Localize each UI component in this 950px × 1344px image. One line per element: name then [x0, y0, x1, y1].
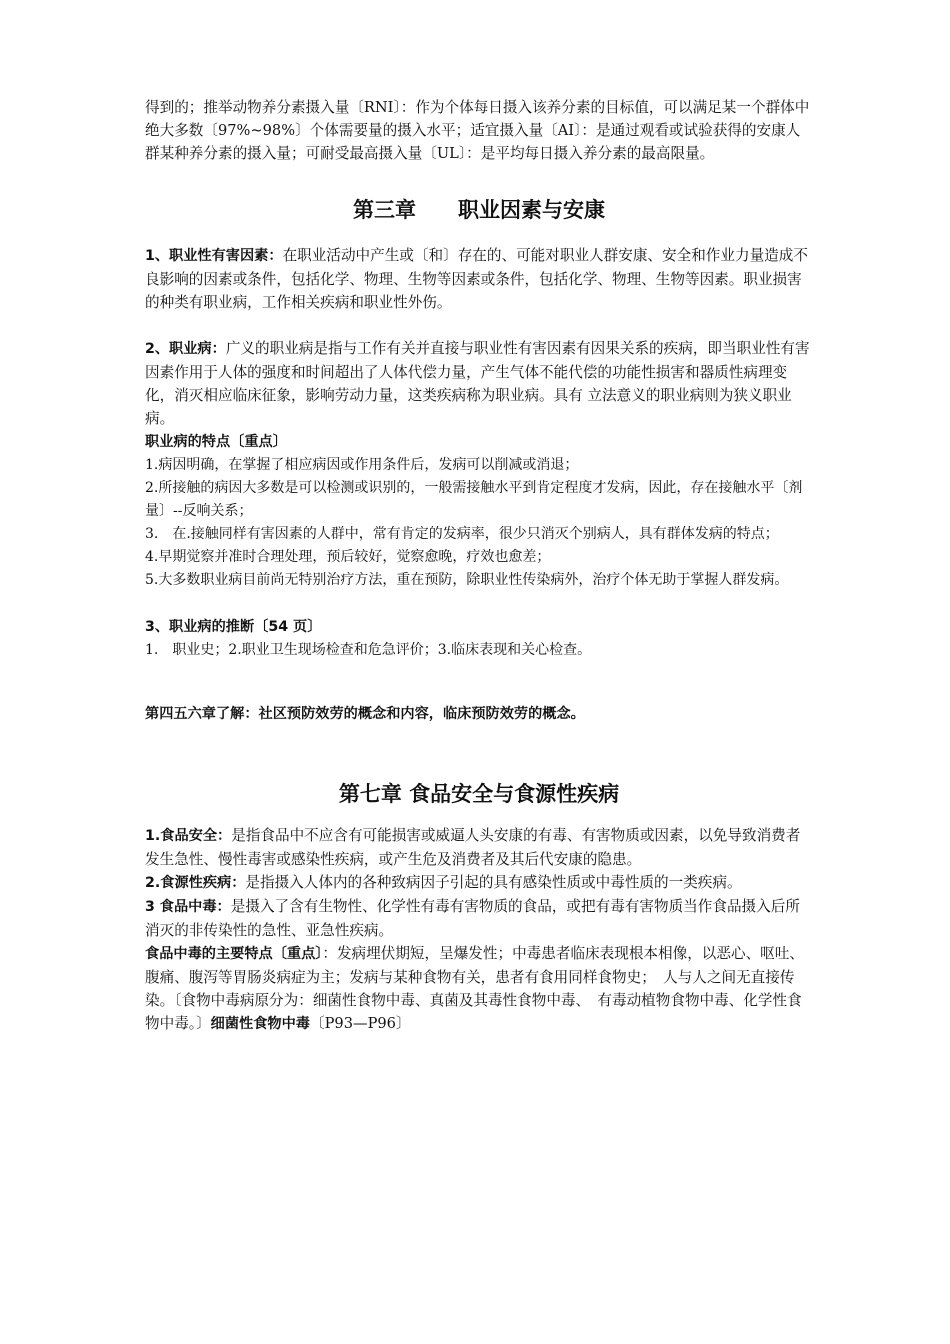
ch7-def1-label: 1.食品安全：: [145, 828, 232, 844]
chapter7-title: 第七章 食品安全与食源性疾病: [338, 782, 620, 806]
ch3-section2: [145, 337, 813, 430]
ch7-def4: 食品中毒的主要特点〔重点〕：发病埋伏期短，呈爆发性；中毒患者临床表现根本相像，以恶心、呕吐、腹痛、腹泻等胃肠炎病症为主；发病与某种食物有关，患者有食用同样食物史； 人与人之间无直接传染。〔食物中毒病原分为：细菌性食物中毒、真菌及其毒性食物中毒、 有毒动植物食物中毒、化学性食物中毒。〕细菌性食物中毒〔P93—P96〕: [145, 945, 804, 1032]
ch3-section3-title: 3、职业病的推断〔54 页〕: [145, 619, 322, 635]
ch3-section1-label: 1、职业性有害因素：: [145, 248, 283, 264]
feature-item: 2.所接触的病因大多数是可以检测或识别的，一般需接触水平到肯定程度才发病，因此，存在接触水平〔剂量〕--反响关系；: [145, 480, 803, 519]
ch7-def2: 2.食源性疾病：是指摄入人体内的各种致病因子引起的具有感染性质或中毒性质的一类疾病。: [145, 874, 742, 891]
ch3-section2-text: 广义的职业病是指与工作有关并直接与职业性有害因素有因果关系的疾病，即当职业性有害因素作用于人体的强度和时间超出了人体代偿力量，产生气体不能代偿的功能性损害和器质性病理变化，消灭相应临床征象，影响劳动力量，这类疾病称为职业病。具有 立法意义的职业病则为狭义职业病。: [145, 340, 810, 427]
ch3-section1: [145, 244, 813, 314]
ch7-def1: 1.食品安全：是指食品中不应含有可能损害或威逼人头安康的有毒、有害物质或因素，以免导致消费者发生急性、慢性毒害或感染性疾病，或产生危及消费者及其后代安康的隐患。: [145, 827, 801, 868]
ch456-note: 第四五六章了解：社区预防效劳的概念和内容，临床预防效劳的概念。: [145, 706, 585, 722]
ch7-def5-label: 细菌性食物中毒: [210, 1016, 310, 1032]
ch7-def3: 3 食品中毒：是摄入了含有生物性、化学性有毒有害物质的食品，或把有毒有害物质当作食品摄入后所消灭的非传染性的急性、亚急性疾病。: [145, 898, 800, 939]
ch7-def4-label: 食品中毒的主要特点〔重点〕: [145, 946, 323, 962]
intro-paragraph: 得到的；推举动物养分素摄入量〔RNI〕：作为个体每日摄入该养分素的目标值，可以满足某一个群体中绝大多数〔97%~98%〕个体需要量的摄入水平；适宜摄入量〔AI〕：是通过观看或试验获得的安康人群某种养分素的摄入量；可耐受最高摄入量〔UL〕：是平均每日摄入养分素的最高限量。: [145, 99, 810, 162]
document-page: [145, 96, 813, 1036]
ch3-section1-text: 在职业活动中产生或〔和〕存在的、可能对职业人群安康、安全和作业力量造成不良影响的因素或条件，包括化学、物理、生物等因素或条件，包括化学、物理、生物等因素。职业损害的种类有职业病，工作相关疾病和职业性外伤。: [145, 247, 808, 311]
chapter3-title: 第三章 职业因素与安康: [353, 198, 605, 222]
feature-item: 1.病因明确，在掌握了相应病因或作用条件后，发病可以削减或消退；: [145, 457, 579, 473]
ch7-def2-label: 2.食源性疾病：: [145, 875, 246, 891]
ch3-section3-text: 1. 职业史；2.职业卫生现场检查和危急评价；3.临床表现和关心检查。: [145, 642, 592, 658]
ch7-def3-label: 3 食品中毒：: [145, 899, 231, 915]
features-title: 职业病的特点〔重点〕: [145, 434, 287, 450]
feature-item: 3. 在.接触同样有害因素的人群中，常有肯定的发病率，很少只消灭个别病人，具有群体发病的特点；: [145, 526, 779, 542]
ch3-section2-label: 2、职业病：: [145, 341, 226, 357]
feature-item: 4.早期觉察并准时合理处理，预后较好，觉察愈晚，疗效也愈差；: [145, 549, 551, 565]
feature-item: 5.大多数职业病目前尚无特别治疗方法，重在预防，除职业性传染病外，治疗个体无助于掌握人群发病。: [145, 572, 789, 588]
